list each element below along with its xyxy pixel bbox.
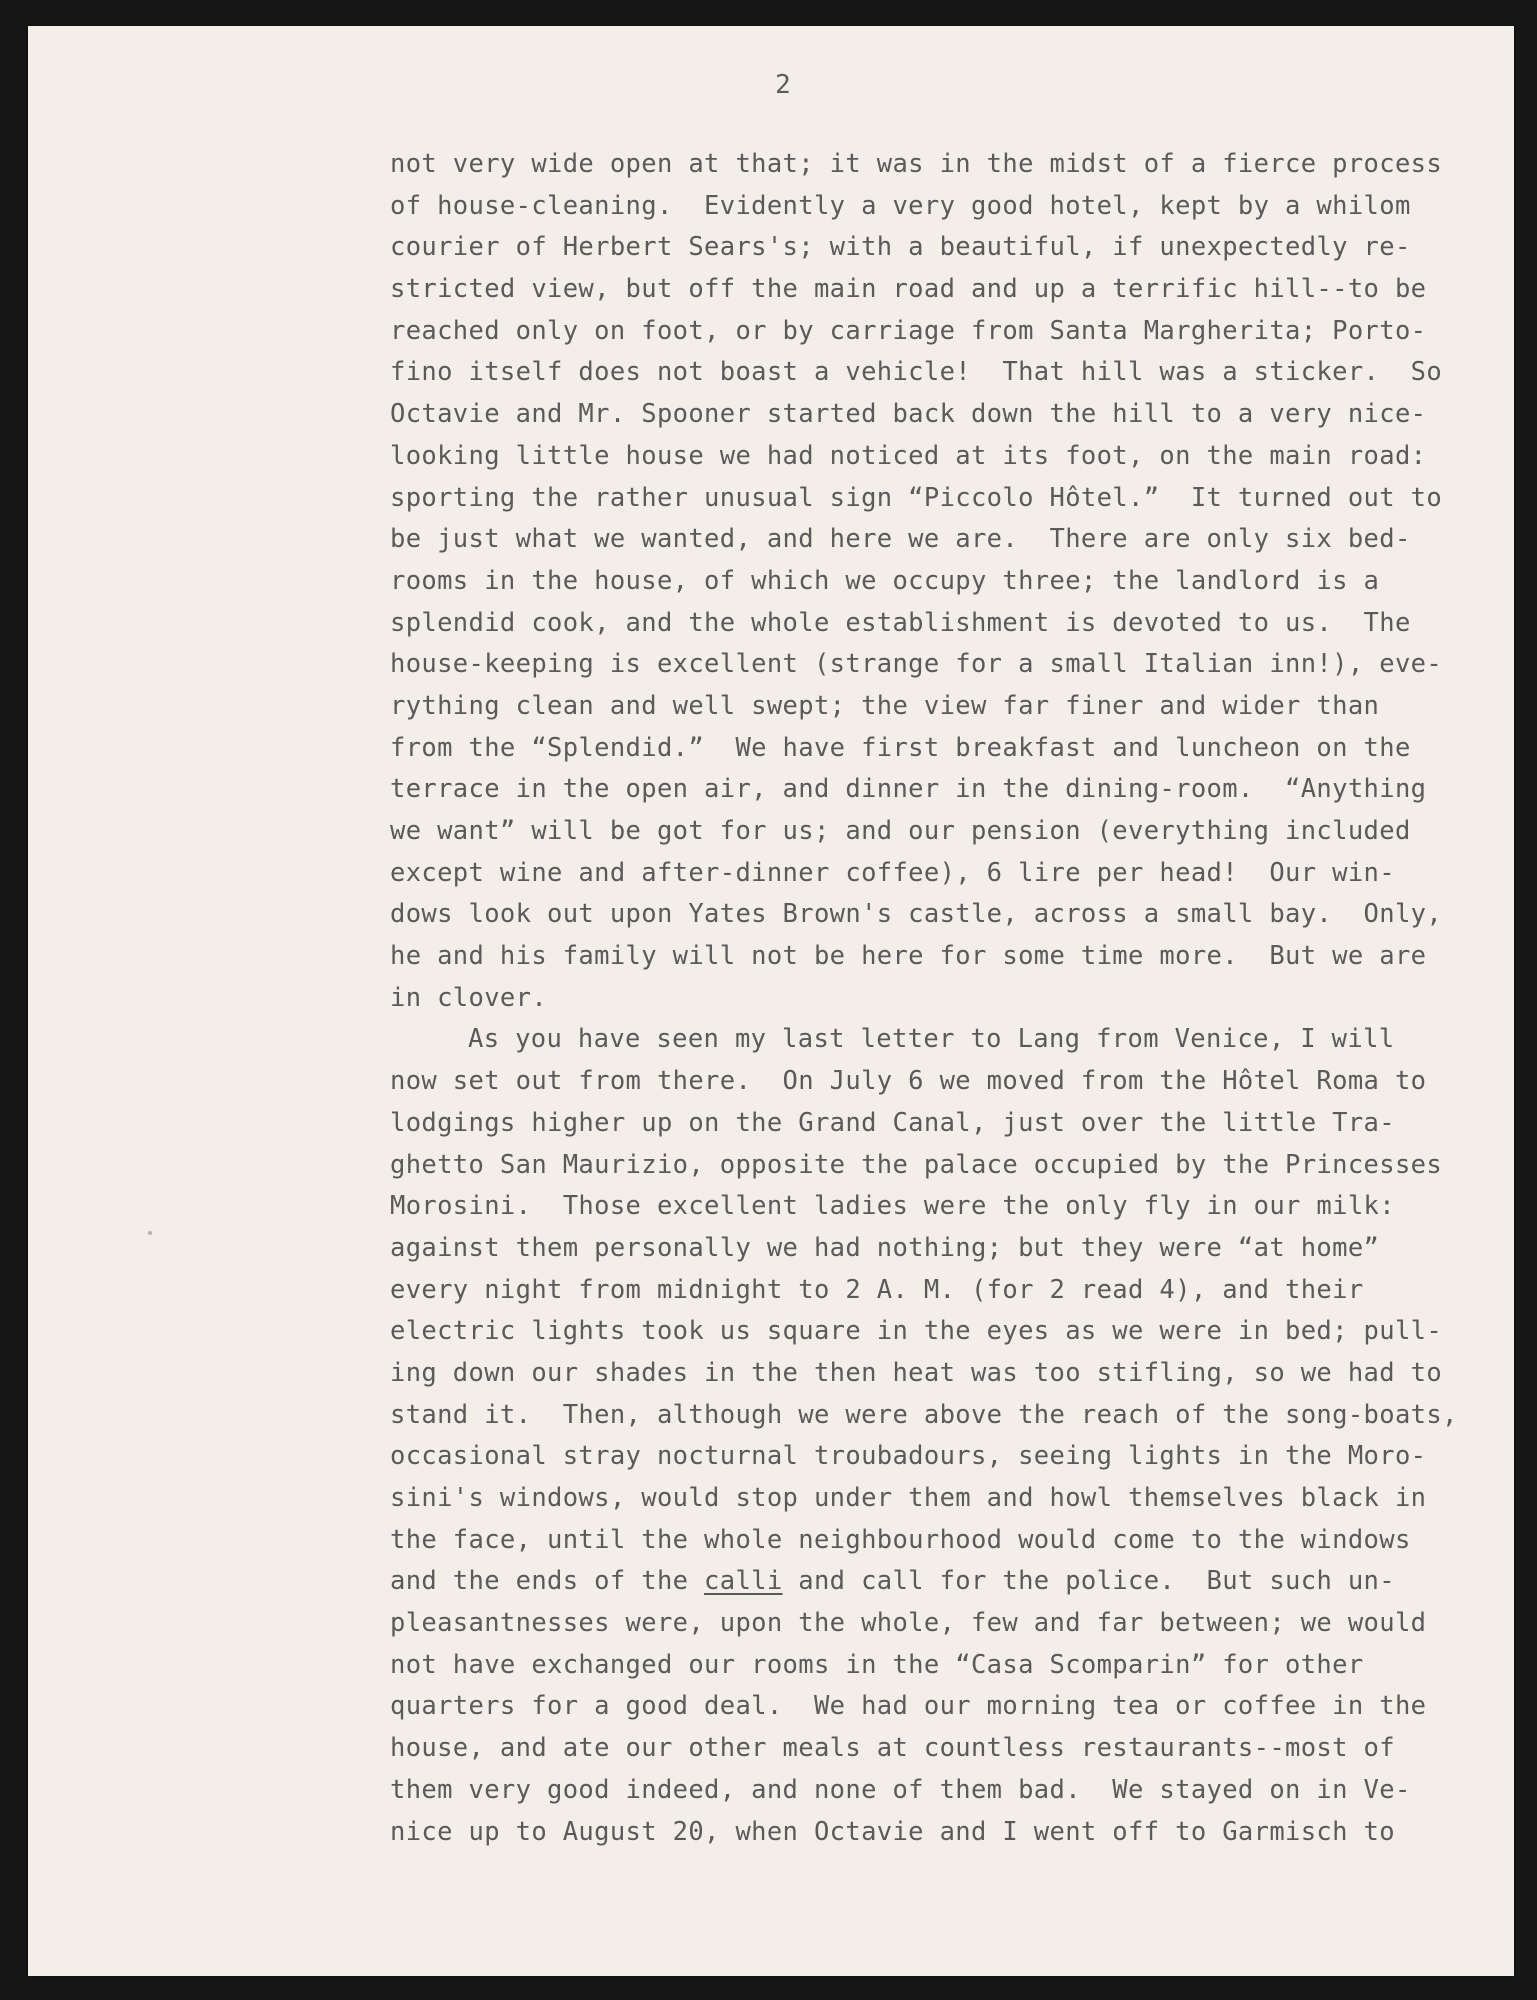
text-line-4: stricted view, but off the main road and up a terrific hill--to be (390, 274, 1427, 305)
text-line-17: we want” will be got for us; and our pension (everything included (390, 816, 1411, 846)
text-line-7: Octavie and Mr. Spooner started back down the hill to a very nice- (390, 399, 1427, 430)
text-line-32: occasional stray nocturnal troubadours, seeing lights in the Moro- (390, 1441, 1427, 1472)
text-line-26: Morosini. Those excellent ladies were the only fly in our milk: (390, 1191, 1395, 1222)
text-line-31: stand it. Then, although we were above the reach of the song-boats, (390, 1399, 1458, 1430)
text-line-36: pleasantnesses were, upon the whole, few and far between; we would (390, 1608, 1427, 1639)
text-line-12: splendid cook, and the whole establishment is devoted to us. The (390, 607, 1411, 638)
text-line-16: terrace in the open air, and dinner in the dining-room. “Anything (390, 774, 1427, 805)
text-line-14: rything clean and well swept; the view far finer and wider than (390, 690, 1380, 721)
text-line-30: ing down our shades in the then heat was too stifling, so we had to (390, 1357, 1443, 1388)
text-line-25: ghetto San Maurizio, opposite the palace occupied by the Princesses (390, 1149, 1443, 1180)
text-line-10: be just what we wanted, and here we are. There are only six bed- (390, 524, 1411, 555)
text-line-39: house, and ate our other meals at countless restaurants--most of (390, 1733, 1395, 1764)
letter-body (390, 144, 1520, 1853)
text-line-35-start: and the ends of the (390, 1566, 705, 1597)
text-line-33: sini's windows, would stop under them and howl themselves black in (390, 1483, 1427, 1513)
text-line-15: from the “Splendid.” We have first breakfast and luncheon on the (390, 732, 1411, 763)
text-line-2: of house-cleaning. Evidently a very good hotel, kept by a whilom (390, 190, 1411, 221)
text-line-22-paragraph-start: As you have seen my last letter to Lang from Venice, I will (468, 1024, 1395, 1055)
text-line-13: house-keeping is excellent (strange for a small Italian inn!), eve- (390, 649, 1443, 680)
text-line-37: not have exchanged our rooms in the “Casa Scomparin” for other (390, 1649, 1364, 1680)
underlined-word-calli: calli (704, 1566, 783, 1597)
page-number: 2 (775, 70, 791, 100)
text-line-3: courier of Herbert Sears's; with a beautiful, if unexpectedly re- (390, 232, 1411, 263)
text-line-1: not very wide open at that; it was in the midst of a fierce process (390, 149, 1443, 179)
text-line-38: quarters for a good deal. We had our morning tea or coffee in the (390, 1691, 1427, 1722)
text-line-34: the face, until the whole neighbourhood would come to the windows (390, 1524, 1411, 1555)
text-line-23: now set out from there. On July 6 we moved from the Hôtel Roma to (390, 1066, 1427, 1097)
text-line-21: in clover. (390, 982, 548, 1013)
text-line-35 (390, 1561, 1520, 1603)
text-line-29: electric lights took us square in the eyes as we were in bed; pull- (390, 1316, 1443, 1347)
text-line-35-end: and call for the police. But such un- (782, 1566, 1395, 1597)
text-line-8: looking little house we had noticed at its foot, on the main road: (390, 440, 1427, 471)
text-line-20: he and his family will not be here for some time more. But we are (390, 941, 1427, 972)
text-line-11: rooms in the house, of which we occupy three; the landlord is a (390, 565, 1380, 596)
text-line-41: nice up to August 20, when Octavie and I went off to Garmisch to (390, 1816, 1395, 1847)
text-line-18: except wine and after-dinner coffee), 6 lire per head! Our win- (390, 857, 1395, 888)
text-line-24: lodgings higher up on the Grand Canal, just over the little Tra- (390, 1107, 1395, 1138)
text-line-19: dows look out upon Yates Brown's castle, across a small bay. Only, (390, 899, 1443, 930)
text-line-40: them very good indeed, and none of them bad. We stayed on in Ve- (390, 1774, 1411, 1805)
typescript-page (28, 26, 1514, 1976)
paper-speck (148, 1231, 152, 1235)
text-line-9: sporting the rather unusual sign “Piccolo Hôtel.” It turned out to (390, 482, 1443, 513)
text-line-28: every night from midnight to 2 A. M. (for 2 read 4), and their (390, 1274, 1364, 1305)
text-line-6: fino itself does not boast a vehicle! That hill was a sticker. So (390, 357, 1443, 388)
text-line-5: reached only on foot, or by carriage from Santa Margherita; Porto- (390, 315, 1427, 346)
text-line-27: against them personally we had nothing; but they were “at home” (390, 1232, 1380, 1263)
